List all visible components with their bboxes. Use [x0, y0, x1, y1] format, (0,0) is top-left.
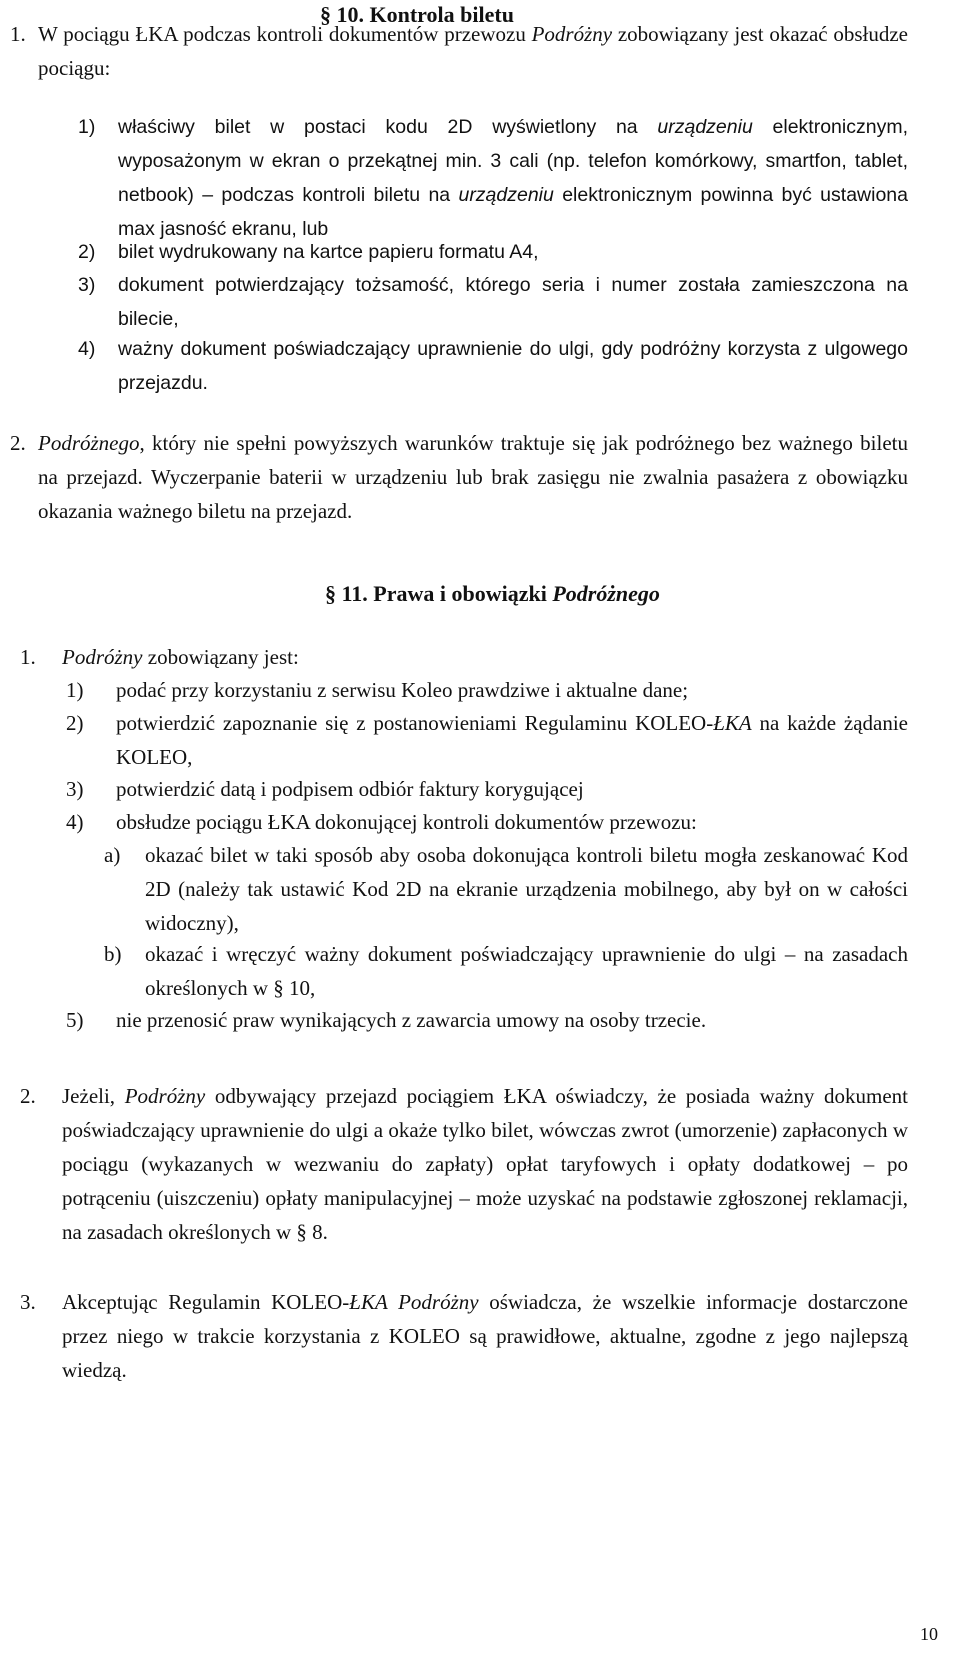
italic-run: Podróżny: [531, 22, 613, 46]
s10-p2-number: 2.: [10, 431, 26, 455]
s10-item-3: [118, 268, 908, 336]
s10-item-3-number: 3): [78, 274, 96, 296]
s10-p1-intro: [38, 17, 908, 85]
section-11-title: [325, 579, 660, 609]
italic-run: Podróżnego: [38, 431, 140, 455]
text-run: elektronicznym, wyposażonym w ekran o przekątnej min. 3 cali (np. telefon komórkowy, smartfon, tablet, netbook) – podczas kontroli biletu na: [118, 116, 908, 206]
page-number: 10: [920, 1624, 938, 1644]
italic-run: Podróżny: [124, 1084, 206, 1108]
s11-item-3-number: 3): [66, 777, 84, 801]
text-run: podać przy korzystaniu z serwisu Koleo prawdziwe i aktualne dane;: [116, 678, 689, 702]
text-run: oświadcza, że wszelkie informacje dostarczone przez niego w trakcie korzystania z KOLEO są prawidłowe, aktualne, zgodne z jego najlepszą wiedzą.: [62, 1290, 908, 1382]
italic-run: urządzeniu: [458, 184, 554, 206]
s11-item-a: [145, 838, 908, 940]
s11-p3: [62, 1285, 908, 1387]
s11-item-2: [116, 706, 908, 774]
section-11-title-italic: Podróżnego: [552, 581, 660, 606]
s11-item-4-number: 4): [66, 810, 84, 834]
s11-item-b-number: b): [104, 942, 122, 966]
text-run: zobowiązany jest:: [142, 645, 299, 669]
italic-run: Podróżny: [62, 645, 143, 669]
s11-item-3: [116, 772, 908, 806]
s10-item-2-number: 2): [78, 241, 96, 263]
text-run: W pociągu ŁKA podczas kontroli dokumentów przewozu: [38, 22, 532, 46]
s11-p2-number: 2.: [20, 1084, 36, 1108]
s11-p2: [62, 1079, 908, 1249]
section-11-title-text: § 11. Prawa i obowiązki: [325, 581, 553, 606]
s11-item-2-number: 2): [66, 711, 84, 735]
s10-item-2: [118, 235, 908, 269]
s11-item-4: [116, 805, 908, 839]
section-10-title: § 10. Kontrola biletu: [320, 2, 514, 27]
s10-item-4-number: 4): [78, 338, 96, 360]
text-run: bilet wydrukowany na kartce papieru formatu A4,: [118, 241, 539, 263]
s10-p1-number: 1.: [10, 22, 26, 46]
s11-item-b: [145, 937, 908, 1005]
text-run: potwierdzić zapoznanie się z postanowieniami Regulaminu KOLEO-: [116, 711, 714, 735]
text-run: nie przenosić praw wynikających z zawarcia umowy na osoby trzecie.: [116, 1008, 707, 1032]
s11-item-1: [116, 673, 908, 707]
text-run: okazać bilet w taki sposób aby osoba dokonująca kontroli biletu mogła zeskanować Kod 2D (należy tak ustawić Kod 2D na ekranie urządzenia mobilnego, aby był on w całości widoczny),: [145, 843, 908, 935]
text-run: na każde żądanie KOLEO,: [116, 711, 908, 769]
text-run: okazać i wręczyć ważny dokument poświadczający uprawnienie do ulgi – na zasadach określonych w § 10,: [145, 942, 908, 1000]
s10-item-4: [118, 332, 908, 400]
text-run: potwierdzić datą i podpisem odbiór faktury korygującej: [116, 777, 584, 801]
text-run: właściwy bilet w postaci kodu 2D wyświetlony na: [118, 116, 658, 138]
s11-p3-number: 3.: [20, 1290, 36, 1314]
text-run: elektronicznym powinna być ustawiona max jasność ekranu, lub: [118, 184, 908, 240]
text-run: ważny dokument poświadczający uprawnienie do ulgi, gdy podróżny korzysta z ulgowego przejazdu.: [118, 338, 908, 394]
s11-item-5: [116, 1003, 908, 1037]
text-run: Akceptując Regulamin KOLEO-: [62, 1290, 350, 1314]
italic-run: urządzeniu: [657, 116, 753, 138]
text-run: dokument potwierdzający tożsamość, którego seria i numer została zamieszczona na bilecie,: [118, 274, 908, 330]
italic-run: ŁKA: [713, 711, 752, 735]
s11-item-5-number: 5): [66, 1008, 84, 1032]
text-run: zobowiązany jest okazać obsłudze pociągu:: [38, 22, 908, 80]
text-run: obsłudze pociągu ŁKA dokonującej kontroli dokumentów przewozu:: [116, 810, 697, 834]
italic-run: ŁKA Podróżny: [349, 1290, 479, 1314]
s11-item-a-number: a): [104, 843, 121, 867]
text-run: Jeżeli,: [62, 1084, 125, 1108]
s10-item-1: [118, 110, 908, 246]
s11-p1-intro: [62, 640, 908, 674]
s10-item-1-number: 1): [78, 116, 96, 138]
s11-p1-number: 1.: [20, 645, 36, 669]
s11-item-1-number: 1): [66, 678, 84, 702]
text-run: , który nie spełni powyższych warunków traktuje się jak podróżnego bez ważnego biletu na przejazd. Wyczerpanie baterii w urządzeniu lub brak zasięgu nie zwalnia pasażera z obowiązku okazania ważnego biletu na przejazd.: [38, 431, 908, 523]
s10-p2: [38, 426, 908, 528]
text-run: odbywający przejazd pociągiem ŁKA oświadczy, że posiada ważny dokument poświadczający uprawnienie do ulgi a okaże tylko bilet, wówczas zwrot (umorzenie) zapłaconych w pociągu (wykazanych w wezwaniu do zapłaty) opłat taryfowych i opłaty dodatkowej – po potrąceniu (uiszczeniu) opłaty manipulacyjnej – może uzyskać na podstawie zgłoszonej reklamacji, na zasadach określonych w § 8.: [62, 1084, 908, 1244]
